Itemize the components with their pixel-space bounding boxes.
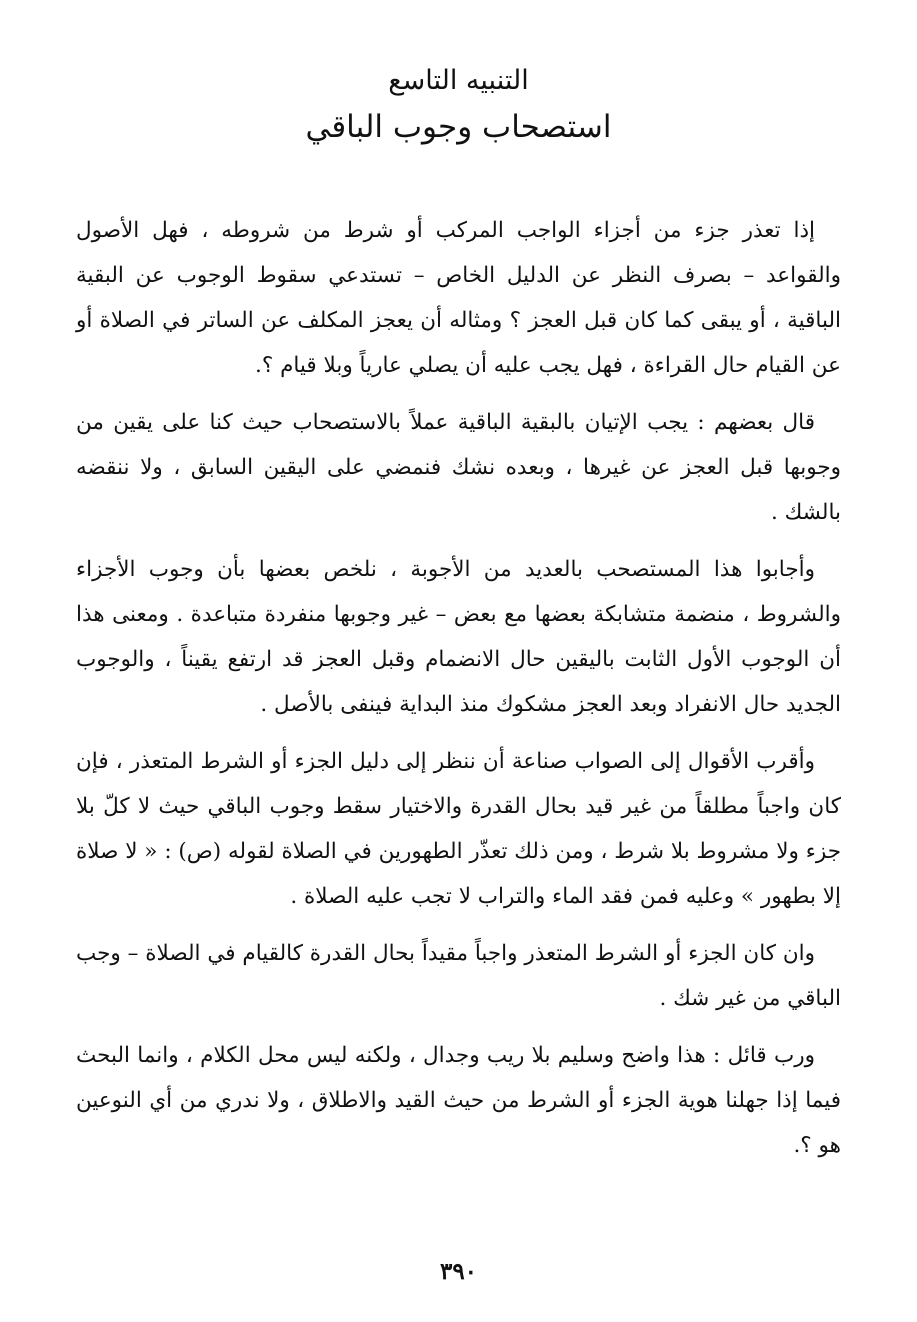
section-subtitle: استصحاب وجوب الباقي [305,109,612,145]
page-number: ٣٩٠ [439,1258,478,1285]
paragraph: وان كان الجزء أو الشرط المتعذر واجباً مقيداً بحال القدرة كالقيام في الصلاة – وجب الباقي من غير شك . [76,941,841,1011]
paragraph: وأجابوا هذا المستصحب بالعديد من الأجوبة ، نلخص بعضها بأن وجوب الأجزاء والشروط ، منضمة متشابكة بعضها مع بعض – غير وجوبها منفردة متباعدة . ومعنى هذا أن الوجوب الأول الثابت باليقين حال الانضمام وقبل العجز قد ارتفع يقيناً ، والوجوب الجديد حال الانفراد وبعد العجز مشكوك منذ البداية فينفى بالأصل . [76,557,841,717]
body-text [76,208,841,1168]
paragraph: إذا تعذر جزء من أجزاء الواجب المركب أو شرط من شروطه ، فهل الأصول والقواعد – بصرف النظر عن الدليل الخاص – تستدعي سقوط الوجوب عن البقية الباقية ، أو يبقى كما كان قبل العجز ؟ ومثاله أن يعجز المكلف عن الساتر في الصلاة أو عن القيام حال القراءة ، فهل يجب عليه أن يصلي عارياً وبلا قيام ؟. [76,218,841,378]
paragraph: وأقرب الأقوال إلى الصواب صناعة أن ننظر إلى دليل الجزء أو الشرط المتعذر ، فإن كان واجباً مطلقاً من غير قيد بحال القدرة والاختيار سقط وجوب الباقي حيث لا كلّ بلا جزء ولا مشروط بلا شرط ، ومن ذلك تعذّر الطهورين في الصلاة لقوله (ص) : « لا صلاة إلا بطهور » وعليه فمن فقد الماء والتراب لا تجب عليه الصلاة . [76,749,841,909]
paragraph: ورب قائل : هذا واضح وسليم بلا ريب وجدال ، ولكنه ليس محل الكلام ، وانما البحث فيما إذا جهلنا هوية الجزء أو الشرط من حيث القيد والاطلاق ، ولا ندري من أي النوعين هو ؟. [76,1043,841,1158]
section-header [76,58,841,150]
section-title: التنبيه التاسع [388,65,529,96]
paragraph: قال بعضهم : يجب الإتيان بالبقية الباقية عملاً بالاستصحاب حيث كنا على يقين من وجوبها قبل العجز عن غيرها ، وبعده نشك فنمضي على اليقين السابق ، ولا ننقضه بالشك . [76,410,841,525]
